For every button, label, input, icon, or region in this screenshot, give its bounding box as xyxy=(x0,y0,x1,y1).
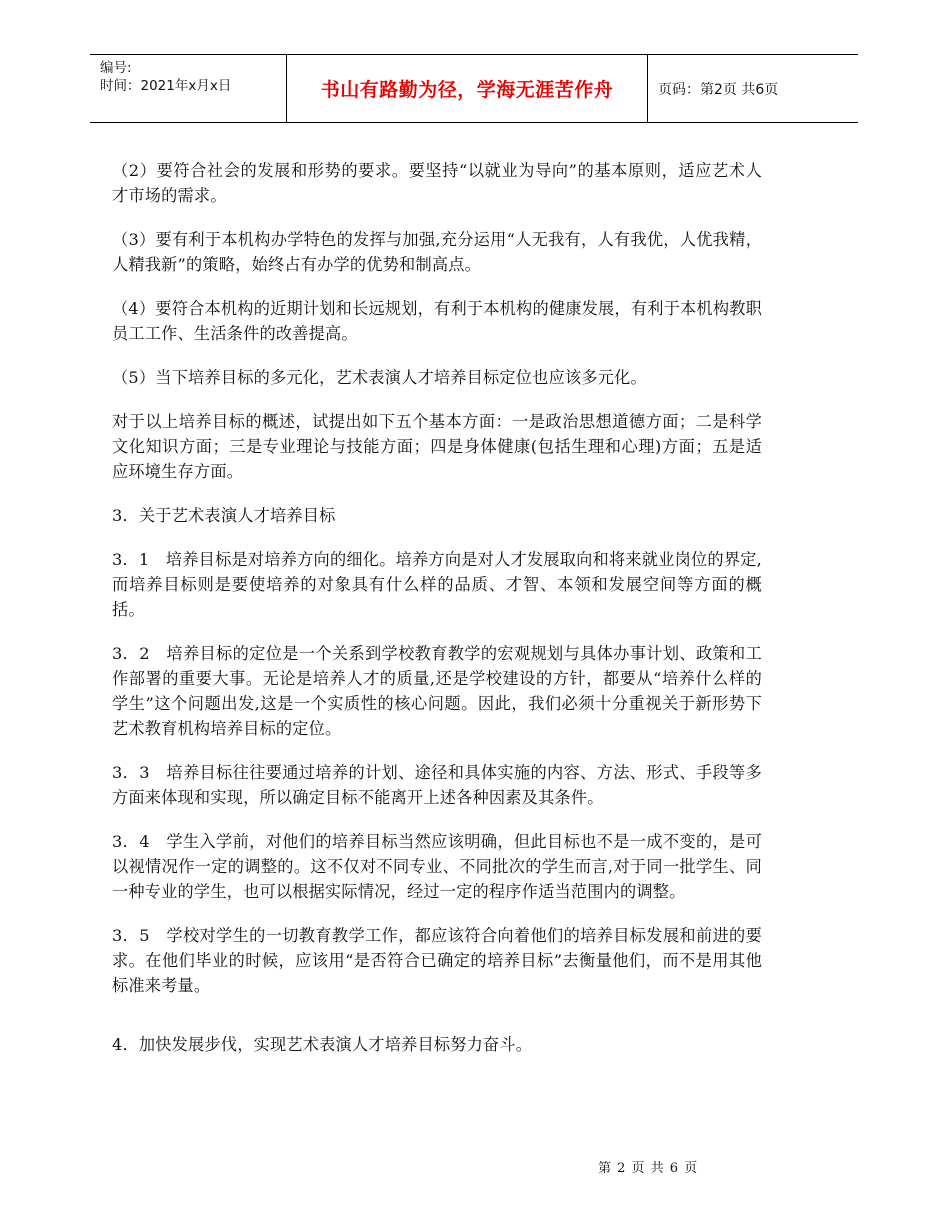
paragraph: 3．5 学校对学生的一切教育教学工作，都应该符合向着他们的培养目标发展和前进的要求。在他们毕业的时候，应该用“是否符合已确定的培养目标”去衡量他们，而不是用其他标准来考量。 xyxy=(112,926,762,995)
document-time: 时间：2021年x月x日 xyxy=(100,78,232,94)
paragraph: 3．2 培养目标的定位是一个关系到学校教育教学的宏观规划与具体办事计划、政策和工作部署的重要大事。无论是培养人才的质量,还是学校建设的方针，都要从“培养什么样的学生”这个问题出发,这是一个实质性的核心问题。因此，我们必须十分重视关于新形势下艺术教育机构培养目标的定位。 xyxy=(112,644,762,738)
page-header xyxy=(90,54,858,123)
document-body xyxy=(112,158,762,1076)
paragraph: （4）要符合本机构的近期计划和长远规划，有利于本机构的健康发展，有利于本机构教职员工工作、生活条件的改善提高。 xyxy=(112,299,762,343)
paragraph: （5）当下培养目标的多元化，艺术表演人才培养目标定位也应该多元化。 xyxy=(112,368,647,387)
section-heading: 4．加快发展步伐，实现艺术表演人才培养目标努力奋斗。 xyxy=(112,1035,533,1054)
paragraph: （3）要有利于本机构办学特色的发挥与加强,充分运用“人无我有，人有我优，人优我精，人精我新”的策略，始终占有办学的优势和制高点。 xyxy=(112,230,762,274)
page-footer: 第 2 页 共 6 页 xyxy=(598,1161,699,1176)
header-meta xyxy=(100,59,231,95)
document-number-label: 编号: xyxy=(100,60,132,76)
paragraph: （2）要符合社会的发展和形势的要求。要坚持“以就业为导向”的基本原则，适应艺术人才市场的需求。 xyxy=(112,161,762,205)
paragraph: 3．4 学生入学前，对他们的培养目标当然应该明确，但此目标也不是一成不变的，是可以视情况作一定的调整的。这不仅对不同专业、不同批次的学生而言,对于同一批学生、同一种专业的学生，也可以根据实际情况，经过一定的程序作适当范围内的调整。 xyxy=(112,832,762,901)
paragraph: 3．3 培养目标往往要通过培养的计划、途径和具体实施的内容、方法、形式、手段等多方面来体现和实现，所以确定目标不能离开上述各种因素及其条件。 xyxy=(112,763,762,807)
header-page-info: 页码：第2页 共6页 xyxy=(658,81,779,98)
header-motto: 书山有路勤为径，学海无涯苦作舟 xyxy=(286,55,648,122)
paragraph: 3．1 培养目标是对培养方向的细化。培养方向是对人才发展取向和将来就业岗位的界定,而培养目标则是要使培养的对象具有什么样的品质、才智、本领和发展空间等方面的概括。 xyxy=(112,550,762,619)
paragraph: 对于以上培养目标的概述，试提出如下五个基本方面：一是政治思想道德方面；二是科学文化知识方面；三是专业理论与技能方面；四是身体健康(包括生理和心理)方面；五是适应环境生存方面。 xyxy=(112,412,762,481)
section-heading: 3．关于艺术表演人才培养目标 xyxy=(112,506,336,525)
